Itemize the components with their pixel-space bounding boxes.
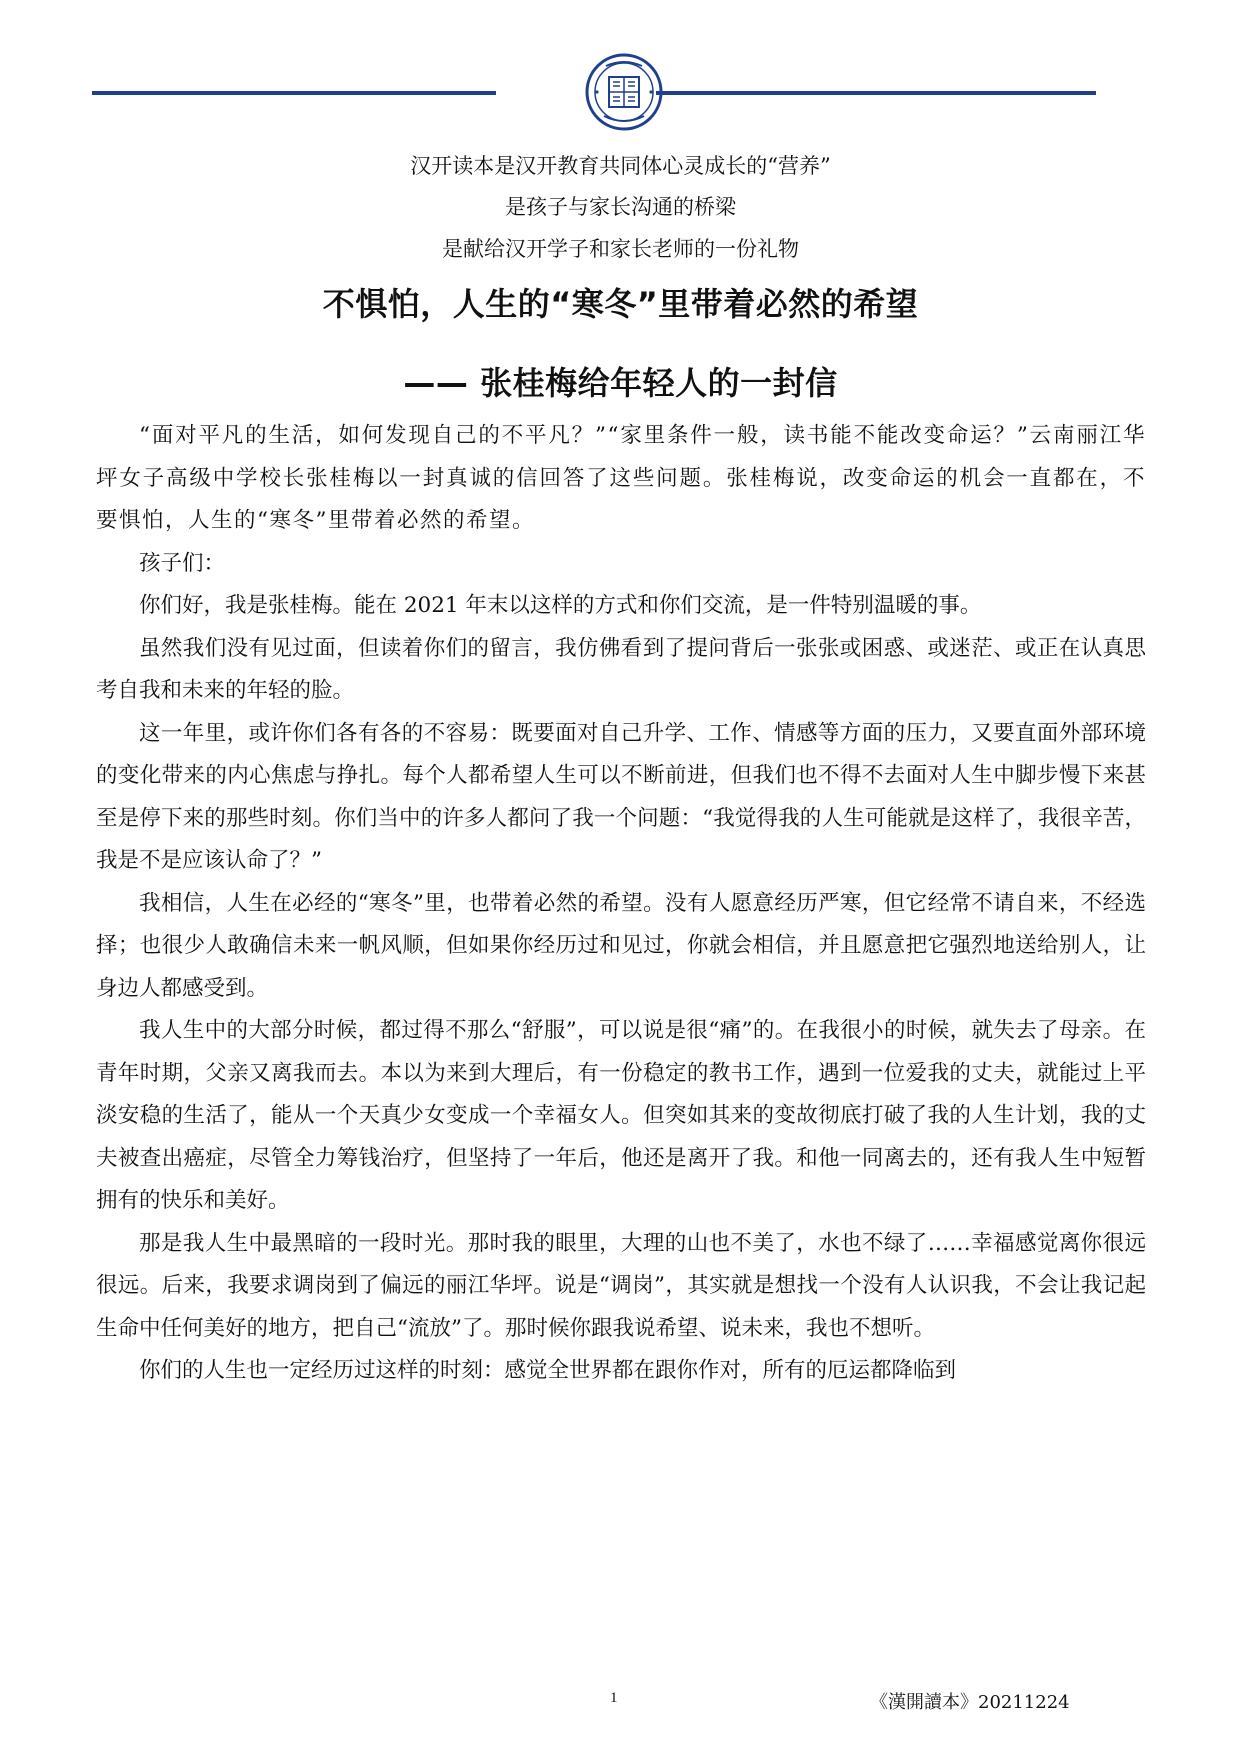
paragraph-salutation: 孩子们：: [139, 550, 226, 576]
page-number: 1: [610, 1690, 618, 1706]
school-seal-graphic: [584, 52, 664, 132]
intro-line-1: 汉开读本是汉开教育共同体心灵成长的“营养”: [410, 154, 831, 178]
paragraph: 我人生中的大部分时候，都过得不那么“舒服”，可以说是很“痛”的。在我很小的时候，就失去了母亲。在青年时期，父亲又离我而去。本以为来到大理后，有一份稳定的教书工作，遇到一位爱我的丈夫，就能过上平淡安稳的生活了，能从一个天真少女变成一个幸福女人。但突如其来的变故彻底打破了我的人生计划，我的丈夫被查出癌症，尽管全力筹钱治疗，但坚持了一年后，他还是离开了我。和他一同离去的，还有我人生中短暂拥有的快乐和美好。: [96, 1018, 1146, 1213]
intro-line-3: 是献给汉开学子和家长老师的一份礼物: [442, 237, 799, 261]
publication-mark: 《漢開讀本》20211224: [870, 1692, 1070, 1713]
header-rule-left: [92, 91, 496, 95]
paragraph: 虽然我们没有见过面，但读着你们的留言，我仿佛看到了提问背后一张张或困惑、或迷茫、或正在认真思考自我和未来的年轻的脸。: [96, 635, 1146, 703]
paragraph-lead: “面对平凡的生活，如何发现自己的不平凡？”“家里条件一般，读书能不能改变命运？”云南丽江华坪女子高级中学校长张桂梅以一封真诚的信回答了这些问题。张桂梅说，改变命运的机会一直都在，不要惧怕，人生的“寒冬”里带着必然的希望。: [96, 423, 1146, 533]
paragraph: 那是我人生中最黑暗的一段时光。那时我的眼里，大理的山也不美了，水也不绿了……幸福感觉离你很远很远。后来，我要求调岗到了偏远的丽江华坪。说是“调岗”，其实就是想找一个没有人认识我，不会让我记起生命中任何美好的地方，把自己“流放”了。那时候你跟我说希望、说未来，我也不想听。: [96, 1230, 1146, 1341]
paragraph: 我相信，人生在必经的“寒冬”里，也带着必然的希望。没有人愿意经历严寒，但它经常不请自来，不经选择；也很少人敢确信未来一帆风顺，但如果你经历过和见过，你就会相信，并且愿意把它强烈地送给别人，让身边人都感受到。: [96, 890, 1146, 1001]
school-seal-icon: [584, 52, 664, 132]
article-body: [96, 415, 1146, 1393]
paragraph: 这一年里，或许你们各有各的不容易：既要面对自己升学、工作、情感等方面的压力，又要直面外部环境的变化带来的内心焦虑与挣扎。每个人都希望人生可以不断前进，但我们也不得不去面对人生中脚步慢下来甚至是停下来的那些时刻。你们当中的许多人都问了我一个问题：“我觉得我的人生可能就是这样了，我很辛苦，我是不是应该认命了？”: [96, 720, 1146, 873]
page-header: [0, 0, 1241, 150]
article-title: 不惧怕，人生的“寒冬”里带着必然的希望: [322, 285, 919, 323]
paragraph: 你们好，我是张桂梅。能在 2021 年末以这样的方式和你们交流，是一件特别温暖的事。: [139, 593, 982, 618]
article-subtitle: —— 张桂梅给年轻人的一封信: [403, 364, 838, 402]
intro-line-2: 是孩子与家长沟通的桥梁: [505, 195, 736, 219]
paragraph: 你们的人生也一定经历过这样的时刻：感觉全世界都在跟你作对，所有的厄运都降临到: [139, 1358, 957, 1383]
header-rule-right: [656, 91, 1096, 95]
